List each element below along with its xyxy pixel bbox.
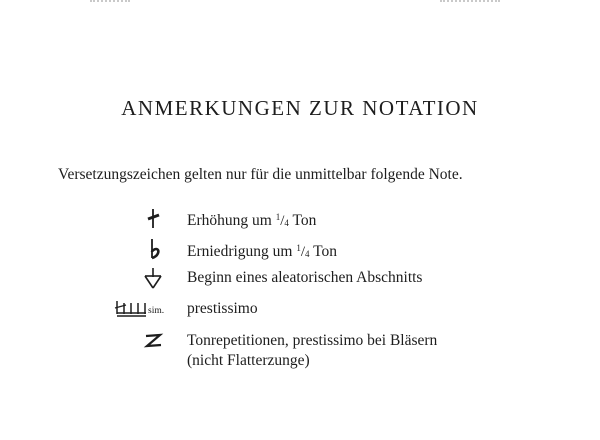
aleatoric-arrow-icon bbox=[142, 268, 166, 288]
legend-text bbox=[187, 331, 437, 371]
page-title: ANMERKUNGEN ZUR NOTATION bbox=[121, 96, 479, 120]
prestissimo-notes-icon bbox=[114, 299, 150, 319]
legend-text-suffix: Ton bbox=[292, 212, 317, 229]
intro-sentence: Versetzungszeichen gelten nur für die unmittelbar folgende Note. bbox=[58, 166, 463, 183]
legend-text-line: Tonrepetitionen, prestissimo bei Bläsern bbox=[187, 332, 438, 349]
bleed-through-mark bbox=[440, 0, 500, 12]
legend-text: Erniedrigung um bbox=[187, 243, 293, 260]
legend-text: Erhöhung um bbox=[187, 212, 272, 229]
quarter-flat-icon bbox=[142, 238, 166, 258]
legend-text: Beginn eines aleatorischen Abschnitts bbox=[187, 269, 423, 286]
legend-text: prestissimo bbox=[187, 300, 258, 317]
tone-repetition-icon bbox=[142, 331, 166, 351]
quarter-sharp-icon bbox=[142, 207, 166, 227]
bleed-through-mark bbox=[90, 0, 130, 12]
simile-label: sim. bbox=[148, 306, 165, 316]
legend-text-line: (nicht Flatterzunge) bbox=[187, 352, 310, 369]
quarter-fraction: $^1/_4$ bbox=[275, 212, 289, 229]
legend-text-suffix: Ton bbox=[313, 243, 338, 260]
quarter-fraction: $^1/_4$ bbox=[296, 243, 310, 260]
